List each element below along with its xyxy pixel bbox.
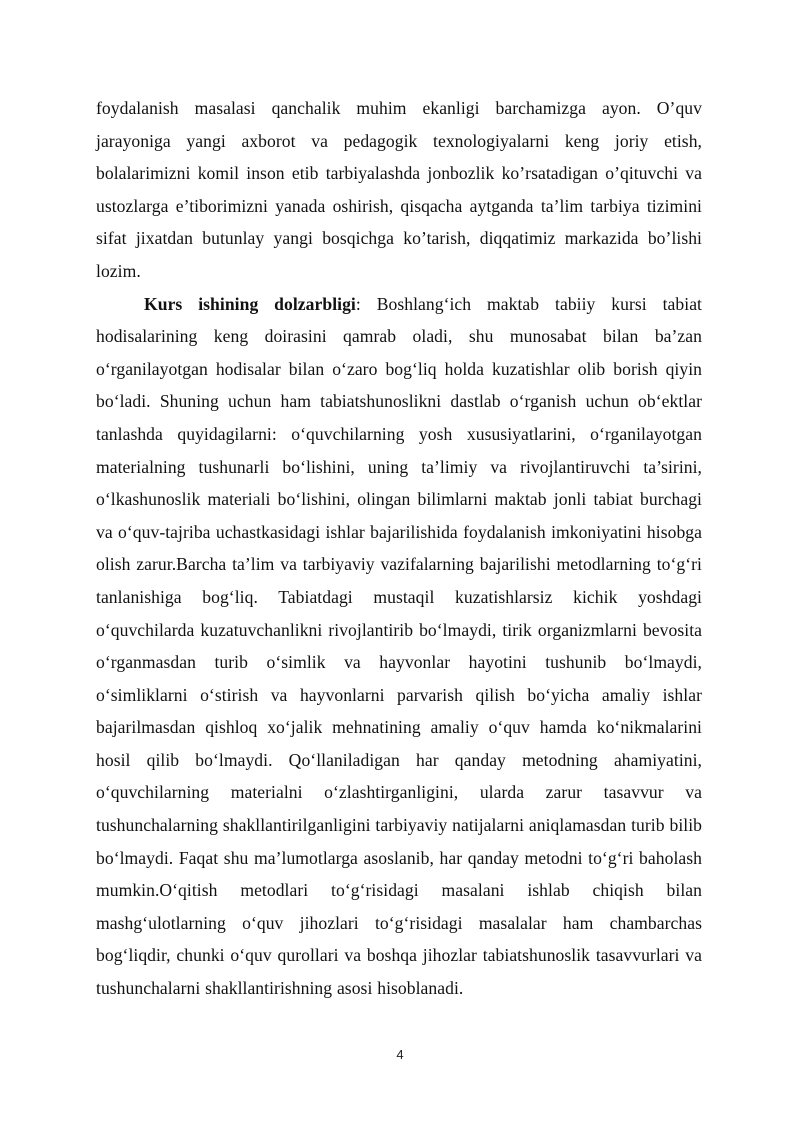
paragraph-relevance-text: : Boshlang‘ich maktab tabiiy kursi tabiat hodisalarining keng doirasini qamrab oladi, shu munosabat bilan ba’zan o‘rganilayotgan hodisalar bilan o‘zaro bog‘liq holda kuzatishlar olib borish qiyin bo‘ladi. Shuning uchun ham tabiatshunoslikni dastlab o‘rganish uchun ob‘ektlar tanlashda quyidagilarni: o‘quvchilarning yosh xususiyatlarini, o‘rganilayotgan materialning tushunarli bo‘lishini, uning ta’limiy va rivojlantiruvchi ta’sirini, o‘lkashunoslik materiali bo‘lishini, olingan bilimlarni maktab jonli tabiat burchagi va o‘quv-tajriba uchastkasidagi ishlar bajarilishida foydalanish imkoniyatini hisobga olish zarur.Barcha ta’lim va tarbiyaviy vazifalarning bajarilishi metodlarning to‘g‘ri tanlanishiga bog‘liq. Tabiatdagi mustaqil kuzatishlarsiz kichik yoshdagi o‘quvchilarda kuzatuvchanlikni rivojlantirib bo‘lmaydi, tirik organizmlarni bevosita o‘rganmasdan turib o‘simlik va hayvonlar hayotini tushunib bo‘lmaydi, o‘simliklarni o‘stirish va hayvonlarni parvarish qilish bo‘yicha amaliy ishlar bajarilmasdan qishloq xo‘jalik mehnatining amaliy o‘quv hamda ko‘nikmalarini hosil qilib bo‘lmaydi. Qo‘llaniladigan har qanday metodning ahamiyatini, o‘quvchilarning materialni o‘zlashtirganligini, ularda zarur tasavvur va tushunchalarning shakllantirilganligini tarbiyaviy natijalarni aniqlamasdan turib bilib bo‘lmaydi. Faqat shu ma’lumotlarga asoslanib, har qanday metodni to‘g‘ri baholash mumkin.O‘qitish metodlari to‘g‘risidagi masalani ishlab chiqish bilan mashg‘ulotlarning o‘quv jihozlari to‘g‘risidagi masalalar ham chambarchas bog‘liqdir, chunki o‘quv qurollari va boshqa jihozlar tabiatshunoslik tasavvurlari va tushunchalarni shakllantirishning asosi hisoblanadi. xyxy=(96,293,702,999)
document-body xyxy=(96,92,702,1005)
section-heading-relevance: Kurs ishining dolzarbligi xyxy=(144,293,356,314)
paragraph-relevance xyxy=(96,288,702,1005)
paragraph-intro: foydalanish masalasi qanchalik muhim ekanligi barchamizga ayon. O’quv jarayoniga yangi axborot va pedagogik texnologiyalarni keng joriy etish, bolalarimizni komil inson etib tarbiyalashda jonbozlik ko’rsatadigan o’qituvchi va ustozlarga e’tiborimizni yanada oshirish, qisqacha aytganda ta’lim tarbiya tizimini sifat jixatdan butunlay yangi bosqichga ko’tarish, diqqatimiz markazida bo’lishi lozim. xyxy=(96,98,702,281)
page-number: 4 xyxy=(396,1047,404,1062)
